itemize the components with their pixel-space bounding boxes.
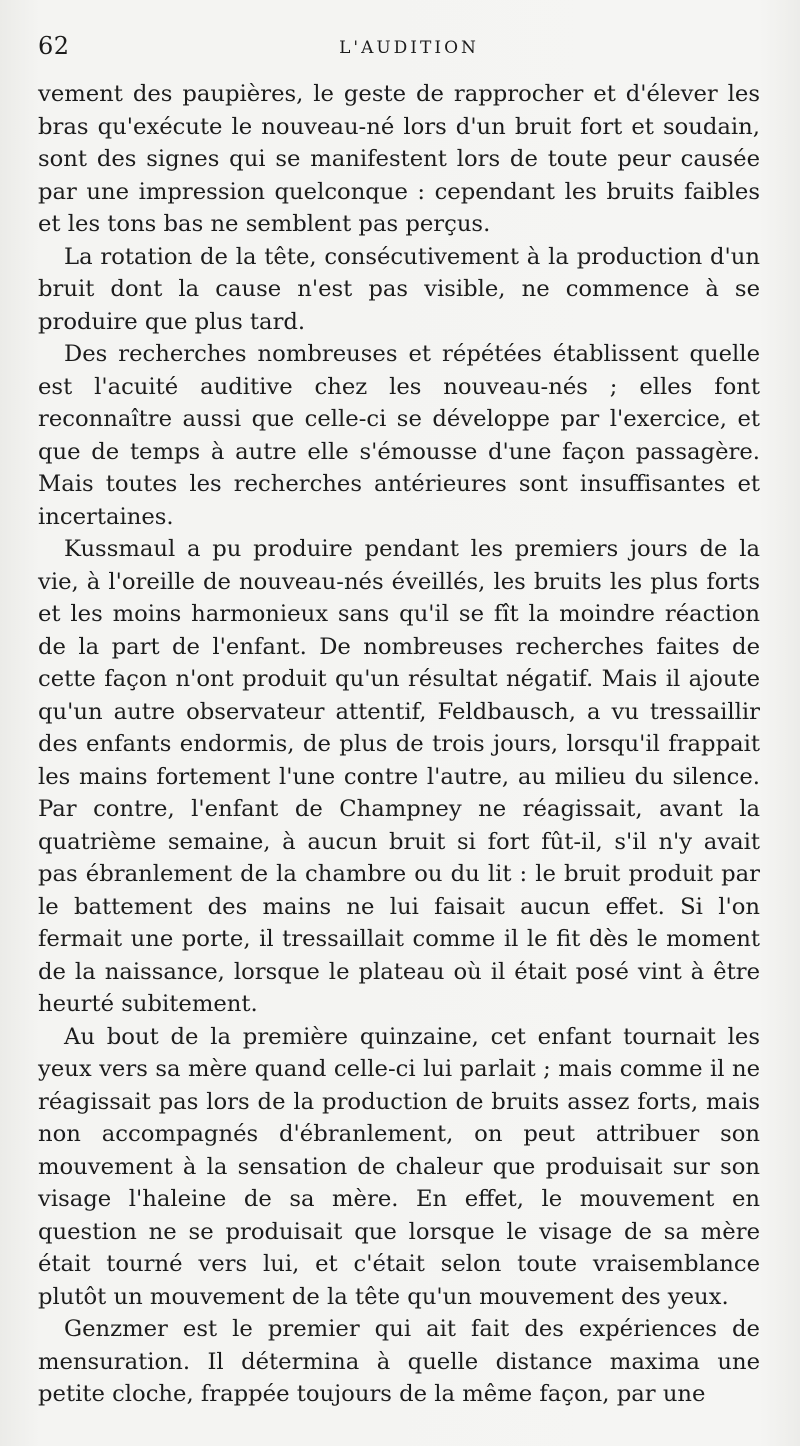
running-title: L'AUDITION xyxy=(339,38,479,58)
paragraph: Des recherches nombreuses et répétées établissent quelle est l'acuité auditive chez les nouveau-nés ; elles font reconnaître aussi que celle-ci se développe par l'exercice, et que de temps à autre elle s'émousse d'une façon passagère. Mais toutes les recherches antérieures sont insuffisantes et incertaines. xyxy=(38,341,760,530)
paragraph: Kussmaul a pu produire pendant les premiers jours de la vie, à l'oreille de nouveau-nés éveillés, les bruits les plus forts et les moins harmonieux sans qu'il se fît la moindre réaction de la part de l'enfant. De nombreuses recherches faites de cette façon n'ont produit qu'un résultat négatif. Mais il ajoute qu'un autre observateur attentif, Feldbausch, a vu tressaillir des enfants endormis, de plus de trois jours, lorsqu'il frappait les mains fortement l'une contre l'autre, au milieu du silence. Par contre, l'enfant de Champney ne réagissait, avant la quatrième semaine, à aucun bruit si fort fût-il, s'il n'y avait pas ébranlement de la chambre ou du lit : le bruit produit par le battement des mains ne lui faisait aucun effet. Si l'on fermait une porte, il tressaillait comme il le fit dès le moment de la naissance, lorsque le plateau où il était posé vint à être heurté subitement. xyxy=(38,536,760,1017)
page-header xyxy=(38,28,760,72)
paragraph: Genzmer est le premier qui ait fait des expériences de mensuration. Il détermina à quelle distance maxima une petite cloche, frappée toujours de la même façon, par une xyxy=(38,1316,760,1407)
body-text xyxy=(38,78,760,1411)
page-number: 62 xyxy=(38,32,70,60)
paragraph-continuation: vement des paupières, le geste de rapprocher et d'élever les bras qu'exécute le nouveau-né lors d'un bruit fort et soudain, sont des signes qui se manifestent lors de toute peur causée par une impression quelconque : cependant les bruits faibles et les tons bas ne semblent pas perçus. xyxy=(38,81,760,237)
paragraph: La rotation de la tête, consécutivement à la production d'un bruit dont la cause n'est pas visible, ne commence à se produire que plus tard. xyxy=(38,243,760,335)
paragraph: Au bout de la première quinzaine, cet enfant tournait les yeux vers sa mère quand celle-ci lui parlait ; mais comme il ne réagissait pas lors de la production de bruits assez forts, mais non accompagnés d'ébranlement, on peut attribuer son mouvement à la sensation de chaleur que produisait sur son visage l'haleine de sa mère. En effet, le mouvement en question ne se produisait que lorsque le visage de sa mère était tourné vers lui, et c'était selon toute vraisemblance plutôt un mouvement de la tête qu'un mouvement des yeux. xyxy=(38,1023,760,1310)
